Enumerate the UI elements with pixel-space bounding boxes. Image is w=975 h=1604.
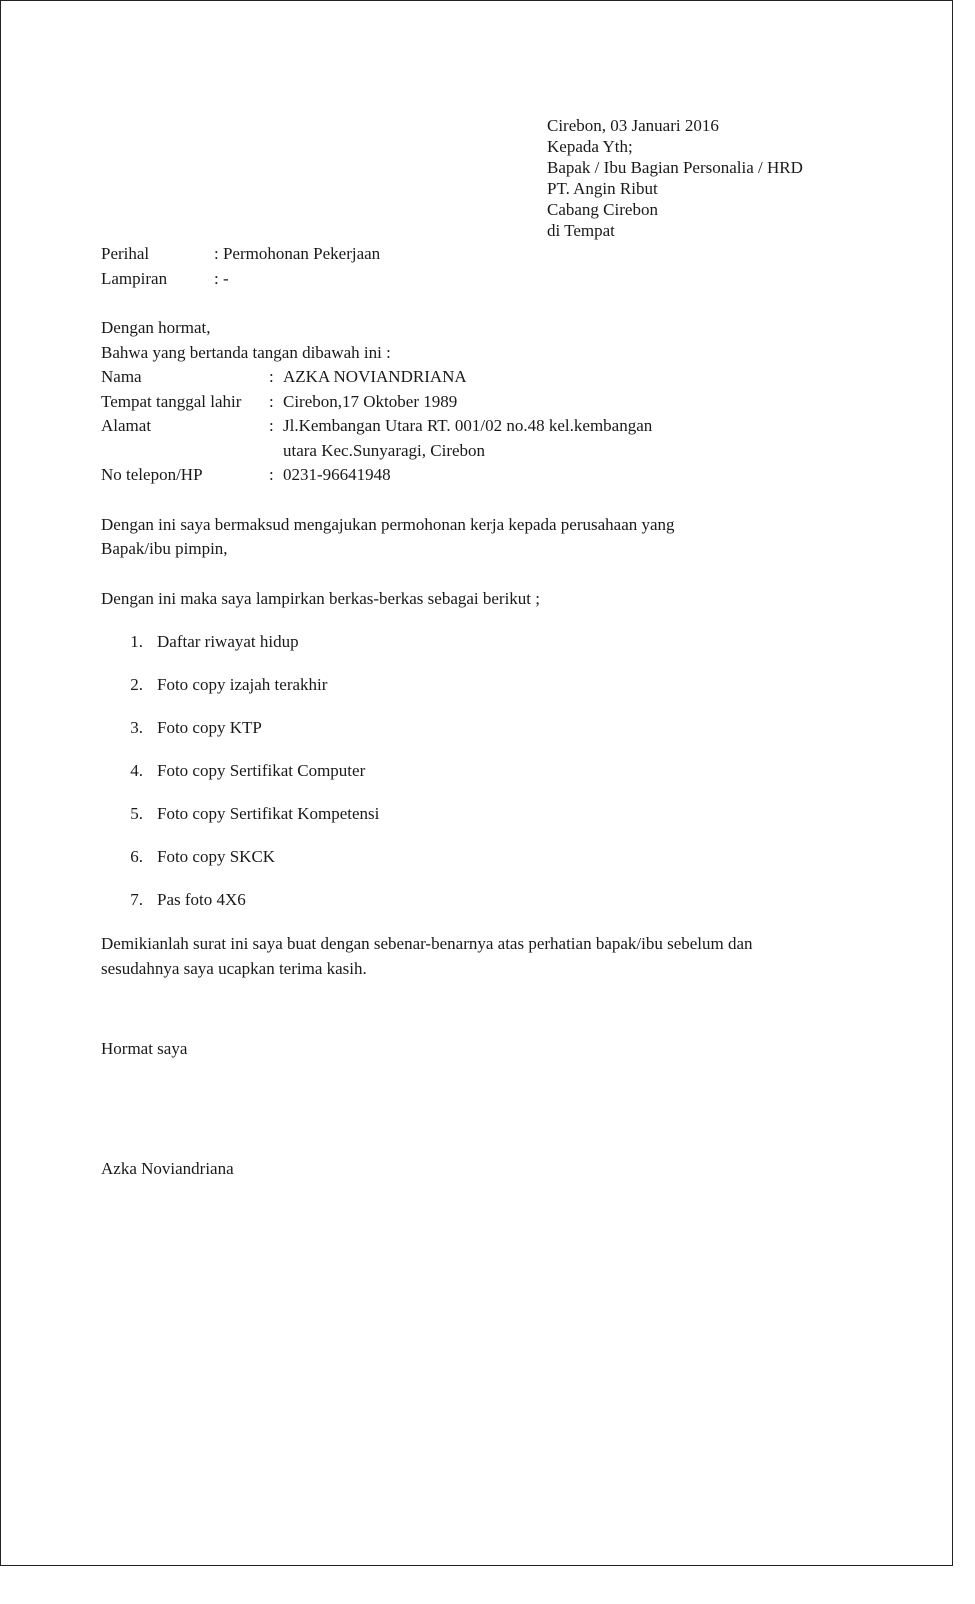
closing-paragraph-line2: sesudahnya saya ucapkan terima kasih. <box>101 959 367 978</box>
birth-value: Cirebon,17 Oktober 1989 <box>283 392 458 411</box>
signature-name: Azka Noviandriana <box>101 1159 234 1178</box>
sign-off: Hormat saya <box>101 1039 188 1058</box>
phone-colon: : <box>269 465 274 484</box>
recipient-position: Bapak / Ibu Bagian Personalia / HRD <box>547 158 803 177</box>
attachment-number: 5. <box>130 804 143 823</box>
recipient-to: Kepada Yth; <box>547 137 633 156</box>
birth-label: Tempat tanggal lahir <box>101 392 242 411</box>
perihal-value: : Permohonan Pekerjaan <box>214 244 381 263</box>
perihal-label: Perihal <box>101 244 150 263</box>
recipient-place: di Tempat <box>547 221 615 240</box>
attachment-item: Foto copy SKCK <box>157 847 276 866</box>
attachment-number: 2. <box>130 675 143 694</box>
name-value: AZKA NOVIANDRIANA <box>283 367 467 386</box>
attachment-number: 6. <box>130 847 143 866</box>
address-label: Alamat <box>101 416 152 435</box>
closing-paragraph-line1: Demikianlah surat ini saya buat dengan sebenar-benarnya atas perhatian bapak/ibu sebelum dan <box>101 934 753 953</box>
attachment-item: Foto copy Sertifikat Kompetensi <box>157 804 380 823</box>
lampiran-value: : - <box>214 269 229 288</box>
attachment-item: Daftar riwayat hidup <box>157 632 299 651</box>
attachment-number: 3. <box>130 718 143 737</box>
attachment-number: 1. <box>130 632 143 651</box>
letter-date: Cirebon, 03 Januari 2016 <box>547 116 719 135</box>
attachment-item: Pas foto 4X6 <box>157 890 246 909</box>
recipient-block <box>547 115 803 241</box>
attachment-number: 7. <box>130 890 143 909</box>
body-paragraph-2: Dengan ini maka saya lampirkan berkas-berkas sebagai berikut ; <box>101 589 541 608</box>
attachment-item: Foto copy izajah terakhir <box>157 675 328 694</box>
greeting: Dengan hormat, <box>101 318 211 337</box>
birth-colon: : <box>269 392 274 411</box>
attachment-item: Foto copy KTP <box>157 718 262 737</box>
phone-value: 0231-96641948 <box>283 465 391 484</box>
lampiran-label: Lampiran <box>101 269 168 288</box>
body-paragraph-1-line2: Bapak/ibu pimpin, <box>101 539 228 558</box>
phone-label: No telepon/HP <box>101 465 203 484</box>
attachment-number: 4. <box>130 761 143 780</box>
address-line1: Jl.Kembangan Utara RT. 001/02 no.48 kel.kembangan <box>283 416 653 435</box>
recipient-branch: Cabang Cirebon <box>547 200 658 219</box>
address-colon: : <box>269 416 274 435</box>
name-label: Nama <box>101 367 142 386</box>
body-paragraph-1-line1: Dengan ini saya bermaksud mengajukan permohonan kerja kepada perusahaan yang <box>101 515 675 534</box>
address-line2: utara Kec.Sunyaragi, Cirebon <box>283 441 486 460</box>
intro: Bahwa yang bertanda tangan dibawah ini : <box>101 343 391 362</box>
attachment-item: Foto copy Sertifikat Computer <box>157 761 366 780</box>
name-colon: : <box>269 367 274 386</box>
recipient-company: PT. Angin Ribut <box>547 179 658 198</box>
